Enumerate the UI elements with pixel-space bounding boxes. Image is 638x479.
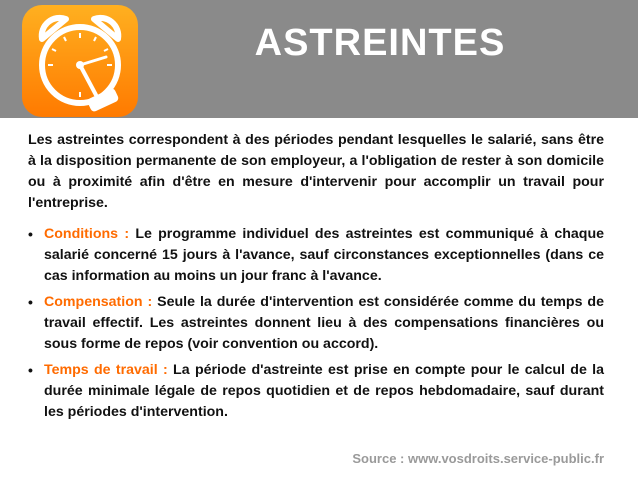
page-title: ASTREINTES xyxy=(254,22,506,64)
bullet-icon: • xyxy=(28,294,33,310)
source-credit: Source : www.vosdroits.service-public.fr xyxy=(352,451,604,466)
bullet-icon: • xyxy=(28,226,33,242)
bullet-icon: • xyxy=(28,362,33,378)
bullet-text: Seule la durée d'intervention est considérée comme du temps de travail effectif. Les astreintes donnent lieu à des compensations financières ou sous forme de repos (voir convention ou accord). xyxy=(44,294,604,352)
list-item xyxy=(28,292,604,355)
bullet-keyword: Compensation : xyxy=(44,294,153,310)
list-item xyxy=(28,360,604,423)
bullet-text: La période d'astreinte est prise en compte pour le calcul de la durée minimale légale de repos quotidien et de repos hebdomadaire, sauf durant les périodes d'intervention. xyxy=(44,362,604,420)
bullet-keyword: Temps de travail : xyxy=(44,362,168,378)
intro-paragraph: Les astreintes correspondent à des périodes pendant lesquelles le salarié, sans être à la disposition permanente de son employeur, a l'obligation de rester à son domicile ou à proximité afin d'être en mesure d'intervenir pour accomplir un travail pour l'entreprise. xyxy=(28,132,604,211)
alarm-clock-icon xyxy=(22,5,138,121)
header-band xyxy=(0,0,638,118)
content-body xyxy=(28,130,604,428)
bullet-list xyxy=(28,224,604,423)
list-item xyxy=(28,224,604,287)
bullet-text: Le programme individuel des astreintes est communiqué à chaque salarié concerné 15 jours à l'avance, sauf circonstances exceptionnelles (dans ce cas information au moins un jour franc à l'avance. xyxy=(44,226,604,284)
bullet-keyword: Conditions : xyxy=(44,226,130,242)
